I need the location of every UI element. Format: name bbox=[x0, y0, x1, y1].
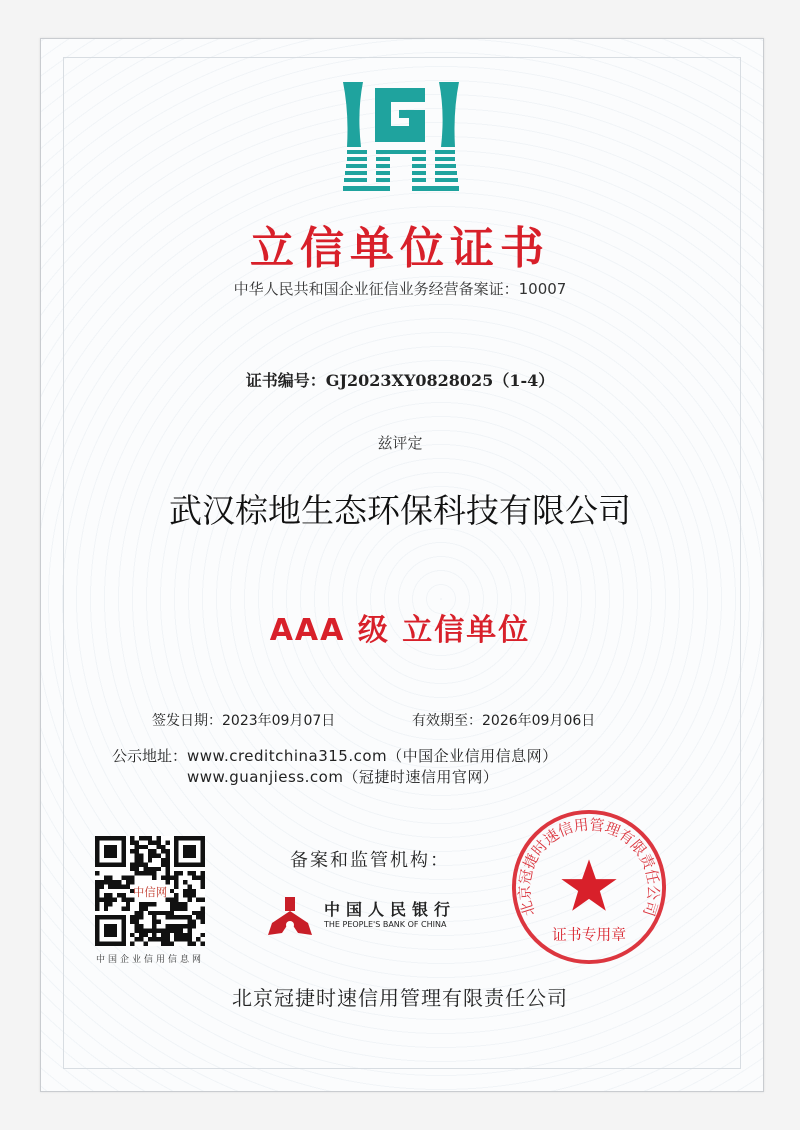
valid-until-label: 有效期至： bbox=[412, 713, 482, 729]
issue-date bbox=[152, 710, 335, 730]
pboc-name-cn: 中国人民银行 bbox=[324, 900, 457, 919]
issue-date-label: 签发日期： bbox=[152, 713, 222, 729]
credit-level: AAA 级 立信单位 bbox=[269, 613, 531, 648]
certificate-number bbox=[0, 368, 800, 391]
pboc-name-en: THE PEOPLE'S BANK OF CHINA bbox=[324, 920, 447, 929]
public-address-label: 公示地址： bbox=[112, 747, 188, 765]
issue-date-value: 2023年09月07日 bbox=[222, 713, 336, 729]
valid-until bbox=[412, 710, 595, 730]
issuer-name: 北京冠捷时速信用管理有限责任公司 bbox=[232, 986, 568, 1010]
seal-bottom-text: 证书专用章 bbox=[552, 926, 626, 944]
certificate-number-value: GJ2023XY0828025（1-4） bbox=[325, 371, 555, 390]
address-line: www.guanjiess.com（冠捷时速信用官网） bbox=[187, 768, 499, 786]
certificate-number-label: 证书编号： bbox=[245, 371, 326, 390]
public-address bbox=[112, 746, 558, 788]
seal-ring-text: 北京冠捷时速信用管理有限责任公司 bbox=[516, 816, 662, 919]
qr-caption: 中国企业信用信息网 bbox=[95, 955, 204, 965]
official-seal bbox=[510, 808, 668, 966]
filing-number: 中华人民共和国企业征信业务经营备案证：10007 bbox=[233, 280, 567, 298]
hereby-text: 兹评定 bbox=[377, 434, 423, 452]
pboc-logo bbox=[268, 897, 468, 937]
certificate-title: 立信单位证书 bbox=[250, 223, 550, 274]
logo bbox=[343, 82, 459, 198]
qr-code bbox=[95, 836, 205, 946]
company-name: 武汉棕地生态环保科技有限公司 bbox=[169, 491, 631, 530]
valid-until-value: 2026年09月06日 bbox=[482, 713, 596, 729]
pboc-emblem-icon bbox=[268, 897, 312, 937]
address-line: www.creditchina315.com（中国企业信用信息网） bbox=[187, 747, 558, 765]
qr-center-text: 中信网 bbox=[132, 884, 168, 899]
regulator-label: 备案和监管机构： bbox=[290, 850, 450, 871]
